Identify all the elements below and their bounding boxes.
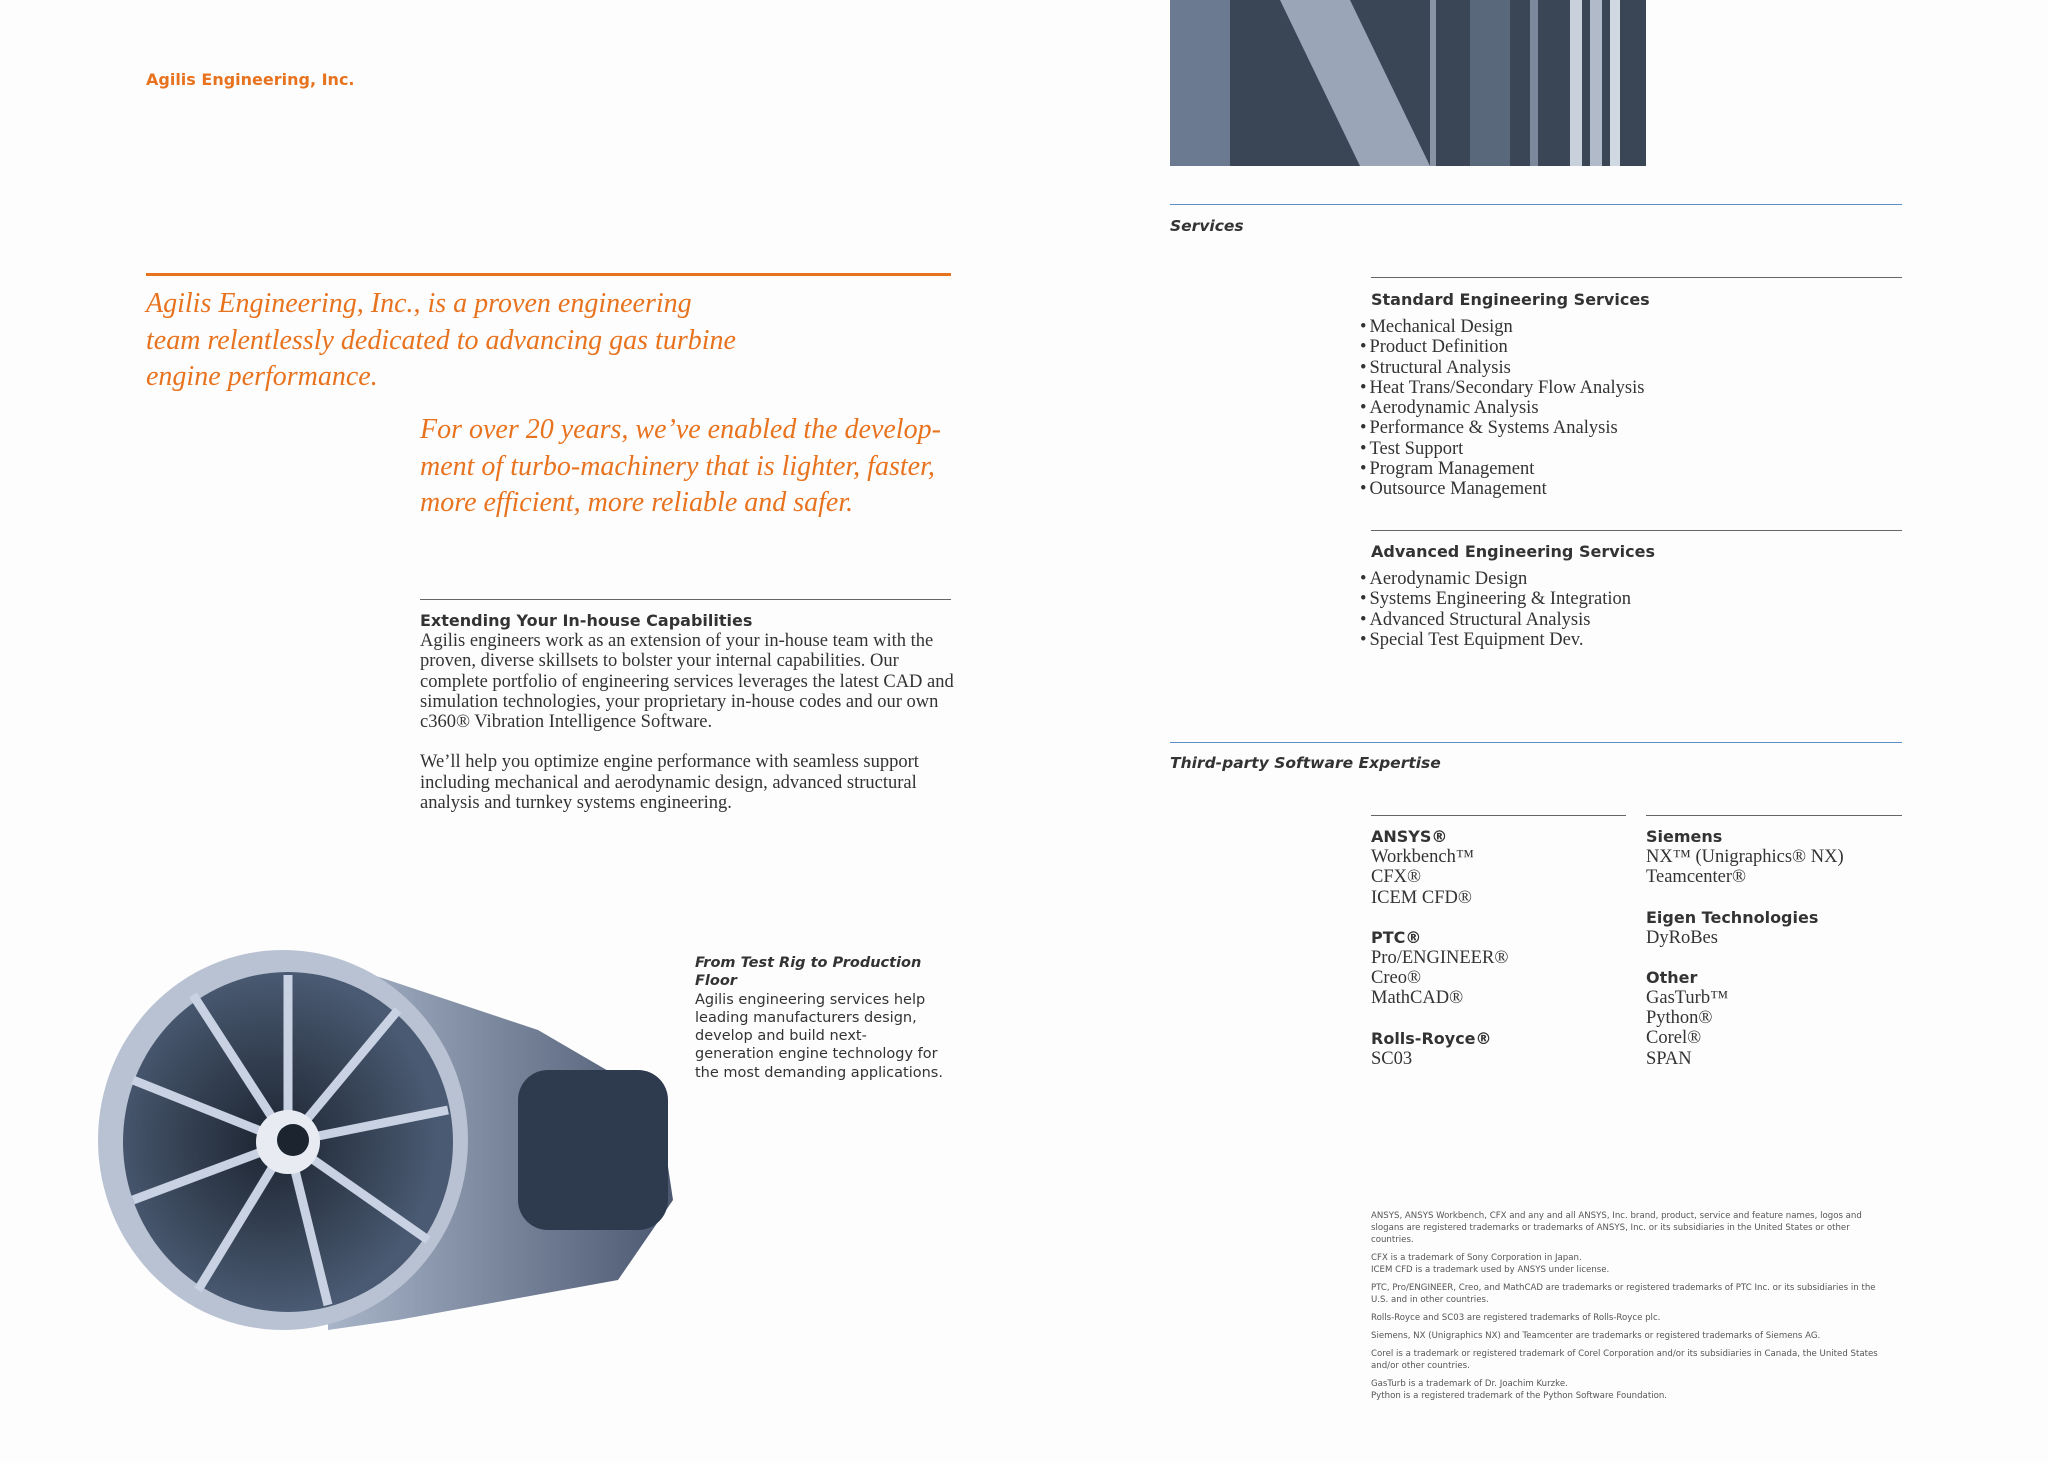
footnote-group (1371, 1330, 1891, 1342)
footnote-group (1371, 1252, 1891, 1276)
standard-heading: Standard Engineering Services (1371, 290, 1650, 309)
footnote: Python is a registered trademark of the Python Software Foundation. (1371, 1391, 1668, 1401)
software-vendor: PTC® (1371, 927, 1422, 947)
service-item: • Outsource Management (1371, 479, 1902, 499)
service-item: • Aerodynamic Design (1371, 569, 1902, 589)
software-item: MathCAD® (1371, 988, 1464, 1009)
software-left-column (1371, 827, 1626, 1069)
service-item: • Special Test Equipment Dev. (1371, 630, 1902, 650)
service-item: • Product Definition (1371, 337, 1902, 357)
software-item: Workbench™ (1371, 847, 1474, 867)
footnote-group (1371, 1312, 1891, 1324)
software-group (1371, 1029, 1626, 1069)
caption-heading: From Test Rig to Production Floor (695, 955, 922, 990)
lead-paragraph: Agilis Engineering, Inc., is a proven engineering team relentlessly dedicated to advancing gas turbine engine performance. (146, 288, 736, 393)
footnote-group (1371, 1348, 1891, 1372)
software-group (1646, 968, 1902, 1069)
divider (1371, 277, 1902, 278)
service-item: • Advanced Structural Analysis (1371, 610, 1902, 630)
trademark-footnotes (1371, 1210, 1891, 1408)
software-item: SPAN (1646, 1048, 1692, 1069)
blue-rule (1170, 204, 1902, 205)
image-caption (695, 954, 945, 1082)
caption-text: Agilis engineering services help leading manufacturers design, develop and build next-generation engine technology for the most demanding applications. (695, 991, 943, 1081)
standard-services (1371, 290, 1902, 500)
blue-rule (1170, 742, 1902, 743)
software-vendor: Eigen Technologies (1646, 907, 1819, 927)
software-right-column (1646, 827, 1902, 1069)
software-item: DyRoBes (1646, 927, 1718, 948)
software-item: SC03 (1371, 1048, 1413, 1069)
software-item: Pro/ENGINEER® (1371, 947, 1509, 968)
company-name: Agilis Engineering, Inc. (146, 70, 355, 89)
engine-test-photo (1170, 0, 1646, 166)
footnote: PTC, Pro/ENGINEER, Creo, and MathCAD are trademarks or registered trademarks of PTC Inc. or its subsidiaries in the U.S. and in other countries. (1371, 1283, 1876, 1305)
software-group (1371, 827, 1626, 908)
software-vendor: Siemens (1646, 827, 1723, 846)
software-group (1646, 827, 1902, 888)
software-item: Python® (1646, 1008, 1713, 1029)
service-item: • Performance & Systems Analysis (1371, 418, 1902, 438)
footnote: Rolls-Royce and SC03 are registered trademarks of Rolls-Royce plc. (1371, 1313, 1661, 1323)
service-item: • Structural Analysis (1371, 358, 1902, 378)
footnote-group (1371, 1210, 1891, 1246)
divider (1646, 815, 1902, 816)
capabilities-text: Agilis engineers work as an extension of your in-house team with the proven, diverse skillsets to bolster your internal capabilities. Our complete portfolio of engineering services leverages the latest CAD and simulation technologies, your proprietary in-house codes and our own c360® Vibration Intelligence Software. (420, 631, 954, 733)
service-item: • Aerodynamic Analysis (1371, 398, 1902, 418)
advanced-heading: Advanced Engineering Services (1371, 542, 1655, 561)
divider (1371, 530, 1902, 531)
footnote: ICEM CFD is a trademark used by ANSYS under license. (1371, 1265, 1610, 1275)
software-group (1371, 928, 1626, 1009)
service-item: • Mechanical Design (1371, 317, 1902, 337)
software-item: GasTurb™ (1646, 987, 1729, 1008)
software-vendor: Other (1646, 967, 1698, 987)
turbofan-engine-image (98, 950, 683, 1335)
footnote-group (1371, 1282, 1891, 1306)
software-item: Teamcenter® (1646, 867, 1747, 888)
footnote: GasTurb is a trademark of Dr. Joachim Kurzke. (1371, 1379, 1568, 1389)
software-vendor: ANSYS® (1371, 827, 1448, 846)
advanced-services (1371, 542, 1902, 650)
software-title: Third-party Software Expertise (1170, 754, 1441, 772)
orange-rule (146, 273, 951, 276)
lead-paragraph-2: For over 20 years, we’ve enabled the develop-ment of turbo-machinery that is lighter, faster, more efficient, more reliable and safer. (420, 414, 941, 519)
divider (420, 599, 951, 600)
footnote: ANSYS, ANSYS Workbench, CFX and any and all ANSYS, Inc. brand, product, service and feature names, logos and slogans are registered trademarks or trademarks of ANSYS, Inc. or its subsidiaries in the United States or other countries. (1371, 1211, 1862, 1245)
footnote: CFX is a trademark of Sony Corporation in Japan. (1371, 1253, 1582, 1263)
software-group (1646, 908, 1902, 948)
service-item: • Systems Engineering & Integration (1371, 589, 1902, 609)
services-title: Services (1170, 217, 1244, 235)
software-vendor: Rolls-Royce® (1371, 1028, 1492, 1048)
service-item: • Heat Trans/Secondary Flow Analysis (1371, 378, 1902, 398)
capabilities-heading: Extending Your In-house Capabilities (420, 611, 753, 630)
software-item: CFX® (1371, 867, 1422, 888)
capabilities-text-2: We’ll help you optimize engine performance with seamless support including mechanical and aerodynamic design, advanced structural analysis and turnkey systems engineering. (420, 752, 919, 814)
service-item: • Program Management (1371, 459, 1902, 479)
software-item: Corel® (1646, 1028, 1702, 1049)
footnote-group (1371, 1378, 1891, 1402)
software-item: ICEM CFD® (1371, 887, 1472, 908)
capabilities-section (420, 611, 955, 813)
footnote: Siemens, NX (Unigraphics NX) and Teamcenter are trademarks or registered trademarks of Siemens AG. (1371, 1331, 1821, 1341)
software-item: Creo® (1371, 968, 1422, 989)
divider (1371, 815, 1626, 816)
software-item: NX™ (Unigraphics® NX) (1646, 847, 1844, 867)
service-item: • Test Support (1371, 439, 1902, 459)
footnote: Corel is a trademark or registered trademark of Corel Corporation and/or its subsidiaries in Canada, the United States and/or other countries. (1371, 1349, 1878, 1371)
